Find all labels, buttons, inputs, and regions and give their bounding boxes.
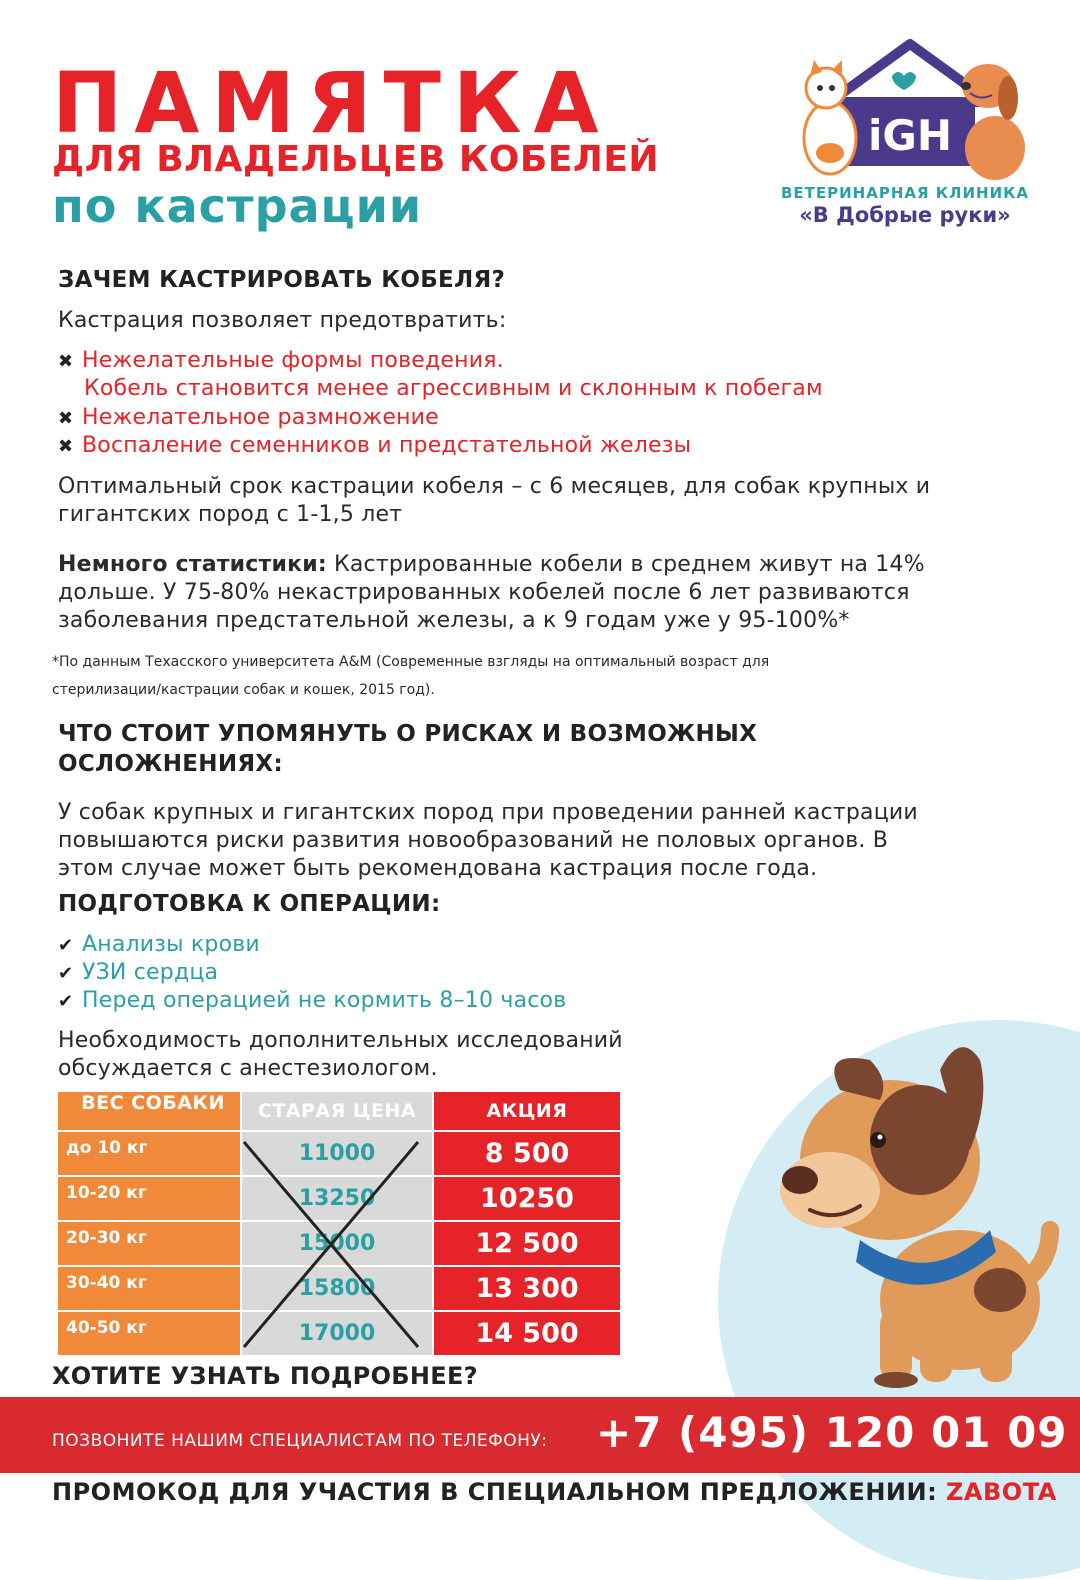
promo-code: ZABOTA <box>946 1478 1057 1506</box>
old-price-cell: 15800 <box>241 1266 433 1311</box>
risks-heading-line: ЧТО СТОИТ УПОМЯНУТЬ О РИСКАХ И ВОЗМОЖНЫХ <box>58 721 758 747</box>
promo-price-cell: 12 500 <box>433 1221 621 1266</box>
prep-item: ✔ УЗИ сердца <box>58 958 218 988</box>
prep-item: ✔ Анализы крови <box>58 930 260 960</box>
checkmark-icon: ✔ <box>58 991 74 1012</box>
old-price-cell: 15000 <box>241 1221 433 1266</box>
phone-number[interactable]: +7 (495) 120 01 09 <box>596 1408 1068 1457</box>
checkmark-icon: ✔ <box>58 935 74 956</box>
stats-text-line: дольше. У 75-80% некастрированных кобелей после 6 лет развиваются <box>58 580 910 605</box>
stats-text-line: заболевания предстательной железы, а к 9 годам уже у 95-100%* <box>58 608 850 633</box>
why-item: ✖ Нежелательные формы поведения. <box>58 346 504 376</box>
footnote-line: стерилизации/кастрации собак и кошек, 2015 год). <box>52 682 435 698</box>
promo-price-cell: 8 500 <box>433 1131 621 1176</box>
prep-item: ✔ Перед операцией не кормить 8–10 часов <box>58 986 566 1016</box>
checkmark-icon: ✔ <box>58 963 74 984</box>
promo-price-cell: 13 300 <box>433 1266 621 1311</box>
call-text: ПОЗВОНИТЕ НАШИМ СПЕЦИАЛИСТАМ ПО ТЕЛЕФОНУ: <box>52 1431 548 1451</box>
column-header-weight: ВЕС СОБАКИ <box>57 1091 241 1131</box>
page-title: ПАМЯТКА <box>52 54 611 152</box>
column-header-old-price: СТАРАЯ ЦЕНА <box>241 1091 433 1131</box>
promo-price-cell: 10250 <box>433 1176 621 1221</box>
weight-cell: 30-40 кг <box>57 1266 241 1311</box>
strikethrough-cross-icon <box>240 1138 422 1351</box>
prep-heading: ПОДГОТОВКА К ОПЕРАЦИИ: <box>58 891 441 917</box>
risks-text-line: этом случае может быть рекомендована кастрация после года. <box>58 856 818 881</box>
promo-line: ПРОМОКОД ДЛЯ УЧАСТИЯ В СПЕЦИАЛЬНОМ ПРЕДЛОЖЕНИИ: ZABOTA <box>52 1478 1057 1506</box>
optimal-text-line: гигантских пород с 1-1,5 лет <box>58 502 403 527</box>
why-item: ✖ Воспаление семенников и предстательной железы <box>58 431 691 461</box>
optimal-text-line: Оптимальный срок кастрации кобеля – с 6 месяцев, для собак крупных и <box>58 474 931 499</box>
prep-note-line: обсуждается с анестезиологом. <box>58 1056 438 1081</box>
dog-illustration-icon <box>770 1040 1060 1390</box>
why-item-continuation: Кобель становится менее агрессивным и склонным к побегам <box>84 376 823 401</box>
logo-monogram: iGH <box>867 111 953 160</box>
risks-text-line: У собак крупных и гигантских пород при проведении ранней кастрации <box>58 800 918 825</box>
prep-note-line: Необходимость дополнительных исследований <box>58 1028 623 1053</box>
page-subtitle-2: по кастрации <box>52 179 423 233</box>
more-info-question: ХОТИТЕ УЗНАТЬ ПОДРОБНЕЕ? <box>52 1362 478 1390</box>
why-item: ✖ Нежелательное размножение <box>58 403 439 433</box>
cat-icon <box>804 102 856 174</box>
column-header-promo: АКЦИЯ <box>433 1091 621 1131</box>
page-subtitle: ДЛЯ ВЛАДЕЛЬЦЕВ КОБЕЛЕЙ <box>52 139 660 180</box>
stats-text-line: Немного статистики: Кастрированные кобели в среднем живут на 14% <box>58 552 925 577</box>
dog-icon <box>965 116 1025 180</box>
table-header-row <box>57 1091 621 1131</box>
risks-heading-line: ОСЛОЖНЕНИЯХ: <box>58 751 283 777</box>
old-price-cell: 13250 <box>241 1176 433 1221</box>
weight-cell: 20-30 кг <box>57 1221 241 1266</box>
old-price-cell: 11000 <box>241 1131 433 1176</box>
logo-caption: ВЕТЕРИНАРНАЯ КЛИНИКА <box>780 184 1030 202</box>
weight-cell: 40-50 кг <box>57 1311 241 1356</box>
cross-mark-icon: ✖ <box>58 408 74 429</box>
risks-text-line: повышаются риски развития новообразований не половых органов. В <box>58 828 889 853</box>
footnote-line: *По данным Техасского университета A&M (Современные взгляды на оптимальный возраст для <box>52 654 770 670</box>
stats-label: Немного статистики: <box>58 552 327 577</box>
cross-mark-icon: ✖ <box>58 351 74 372</box>
clinic-name: «В Добрые руки» <box>799 203 1011 227</box>
heart-icon <box>892 72 916 90</box>
why-heading: ЗАЧЕМ КАСТРИРОВАТЬ КОБЕЛЯ? <box>58 267 506 293</box>
weight-cell: до 10 кг <box>57 1131 241 1176</box>
promo-price-cell: 14 500 <box>433 1311 621 1356</box>
cross-mark-icon: ✖ <box>58 436 74 457</box>
old-price-cell: 17000 <box>241 1311 433 1356</box>
why-intro: Кастрация позволяет предотвратить: <box>58 308 507 333</box>
weight-cell: 10-20 кг <box>57 1176 241 1221</box>
